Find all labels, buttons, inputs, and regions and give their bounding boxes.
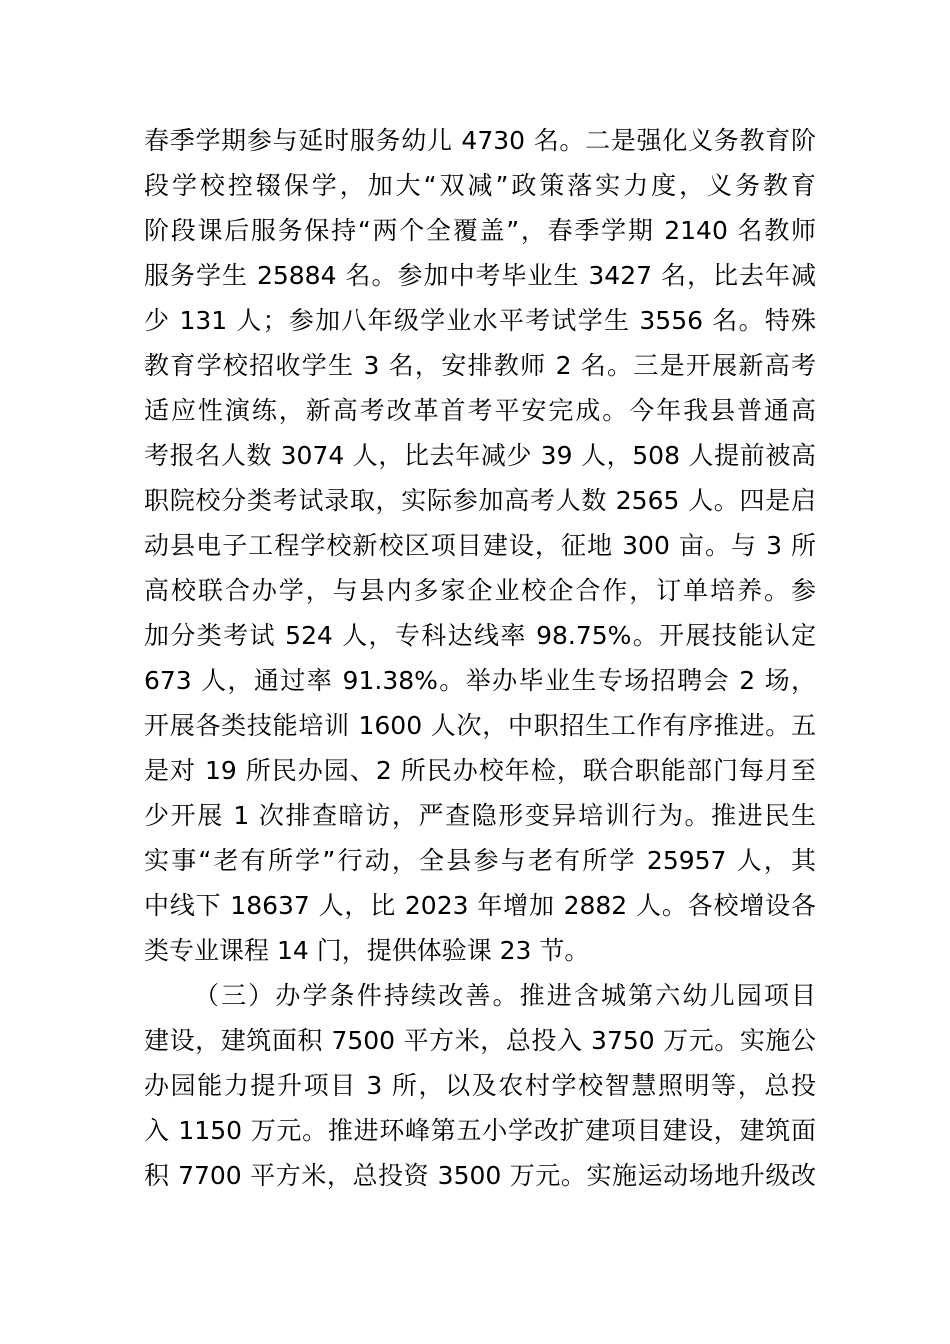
text-line: 教育学校招收学生 3 名，安排教师 2 名。三是开展新高考 xyxy=(144,351,816,380)
text-line: 实事“老有所学”行动，全县参与老有所学 25957 人，其 xyxy=(144,846,816,875)
text-line: 考报名人数 3074 人，比去年减少 39 人，508 人提前被高 xyxy=(144,441,816,470)
text-line: 673 人，通过率 91.38%。举办毕业生专场招聘会 2 场， xyxy=(144,666,816,695)
text-line: 春季学期参与延时服务幼儿 4730 名。二是强化义务教育阶 xyxy=(144,126,816,155)
text-line: 适应性演练，新高考改革首考平安完成。今年我县普通高 xyxy=(144,396,816,425)
text-line: 少开展 1 次排查暗访，严查隐形变异培训行为。推进民生 xyxy=(144,801,816,830)
text-line: 入 1150 万元。推进环峰第五小学改扩建项目建设，建筑面 xyxy=(144,1116,816,1145)
text-line: 中线下 18637 人，比 2023 年增加 2882 人。各校增设各 xyxy=(144,891,816,920)
text-line: 开展各类技能培训 1600 人次，中职招生工作有序推进。五 xyxy=(144,711,816,740)
text-line: 职院校分类考试录取，实际参加高考人数 2565 人。四是启 xyxy=(144,486,816,515)
text-line: 动县电子工程学校新校区项目建设，征地 300 亩。与 3 所 xyxy=(144,531,816,560)
text-line: 加分类考试 524 人，专科达线率 98.75%。开展技能认定 xyxy=(144,621,816,650)
text-line: 少 131 人；参加八年级学业水平考试学生 3556 名。特殊 xyxy=(144,306,816,335)
text-line: 阶段课后服务保持“两个全覆盖”，春季学期 2140 名教师 xyxy=(144,216,816,245)
paragraph-end-line: 类专业课程 14 门，提供体验课 23 节。 xyxy=(144,936,590,965)
text-line: 是对 19 所民办园、2 所民办校年检，联合职能部门每月至 xyxy=(144,756,816,785)
text-line: 高校联合办学，与县内多家企业校企合作，订单培养。参 xyxy=(144,576,816,605)
text-line: 段学校控辍保学，加大“双减”政策落实力度，义务教育 xyxy=(144,171,816,200)
text-line: 服务学生 25884 名。参加中考毕业生 3427 名，比去年减 xyxy=(144,261,816,290)
text-line: 办园能力提升项目 3 所，以及农村学校智慧照明等，总投 xyxy=(144,1071,816,1100)
text-line: 积 7700 平方米，总投资 3500 万元。实施运动场地升级改 xyxy=(144,1161,816,1190)
body-text xyxy=(144,118,816,1198)
text-line: 建设，建筑面积 7500 平方米，总投入 3750 万元。实施公 xyxy=(144,1026,816,1055)
section-heading-line: （三）办学条件持续改善。推进含城第六幼儿园项目 xyxy=(194,981,816,1010)
